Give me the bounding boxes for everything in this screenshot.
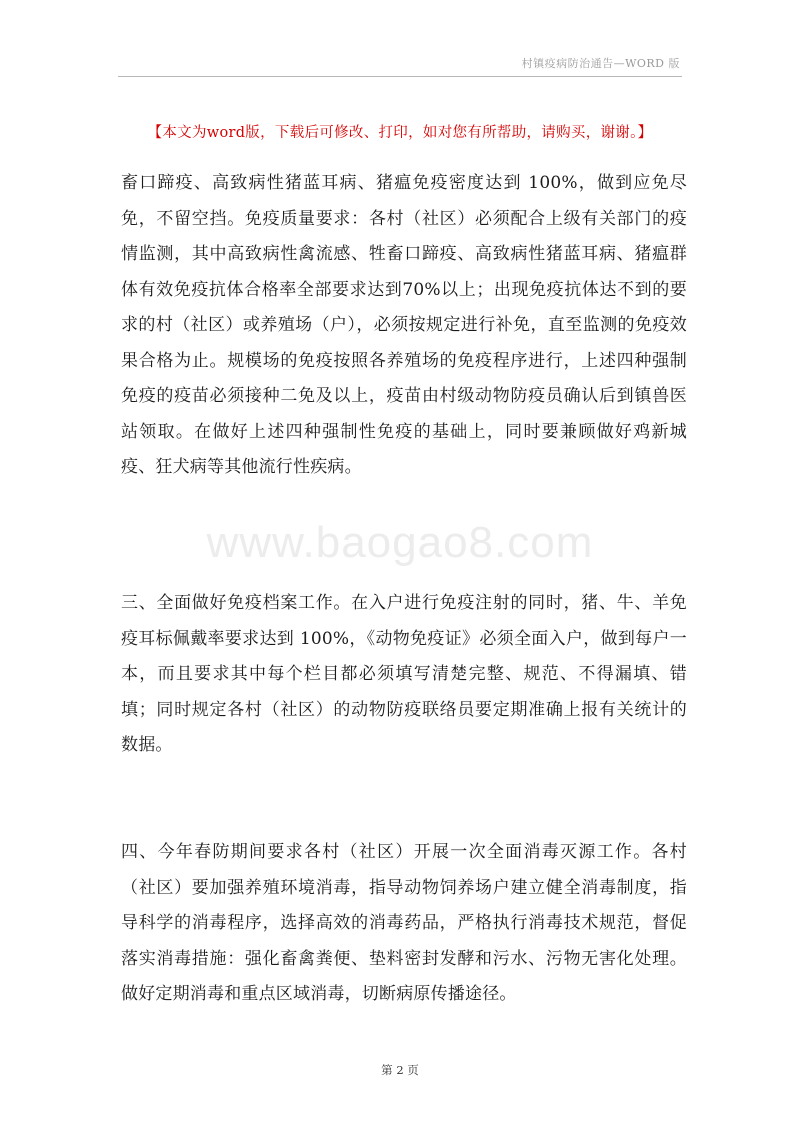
header-divider: [118, 76, 682, 77]
running-header: 村镇疫病防治通告—WORD 版: [521, 57, 680, 70]
paragraph-text: 三、全面做好免疫档案工作。在入户进行免疫注射的同时，猪、牛、羊免疫耳标佩戴率要求达到 100%，《动物免疫证》必须全面入户，做到每户一本，而且要求其中每个栏目都必须填写清楚完整、规范、不得漏填、错填；同时规定各村（社区）的动物防疫联络员要定期准确上报有关统计的数据。: [121, 593, 687, 755]
page-number: 第 2 页: [381, 1063, 419, 1077]
purchase-notice: 【本文为word版，下载后可修改、打印，如对您有所帮助，请购买，谢谢。】: [147, 125, 653, 141]
paragraph-section-four: [121, 835, 687, 1013]
paragraph-immunization-density: [121, 166, 687, 486]
paragraph-section-three: [121, 586, 687, 764]
paragraph-text: 四、今年春防期间要求各村（社区）开展一次全面消毒灭源工作。各村（社区）要加强养殖环境消毒，指导动物饲养场户建立健全消毒制度，指导科学的消毒程序，选择高效的消毒药品，严格执行消毒技术规范，督促落实消毒措施：强化畜禽粪便、垫料密封发酵和污水、污物无害化处理。做好定期消毒和重点区域消毒，切断病原传播途径。: [121, 842, 687, 1004]
paragraph-text: 畜口蹄疫、高致病性猪蓝耳病、猪瘟免疫密度达到 100%，做到应免尽免，不留空挡。免疫质量要求：各村（社区）必须配合上级有关部门的疫情监测，其中高致病性禽流感、牲畜口蹄疫、高致病性猪蓝耳病、猪瘟群体有效免疫抗体合格率全部要求达到70%以上；出现免疫抗体达不到的要求的村（社区）或养殖场（户），必须按规定进行补免，直至监测的免疫效果合格为止。规模场的免疫按照各养殖场的免疫程序进行，上述四种强制免疫的疫苗必须接种二免及以上，疫苗由村级动物防疫员确认后到镇兽医站领取。在做好上述四种强制性免疫的基础上，同时要兼顾做好鸡新城疫、狂犬病等其他流行性疾病。: [121, 173, 687, 477]
watermark: www.baogao8.com: [206, 518, 594, 567]
